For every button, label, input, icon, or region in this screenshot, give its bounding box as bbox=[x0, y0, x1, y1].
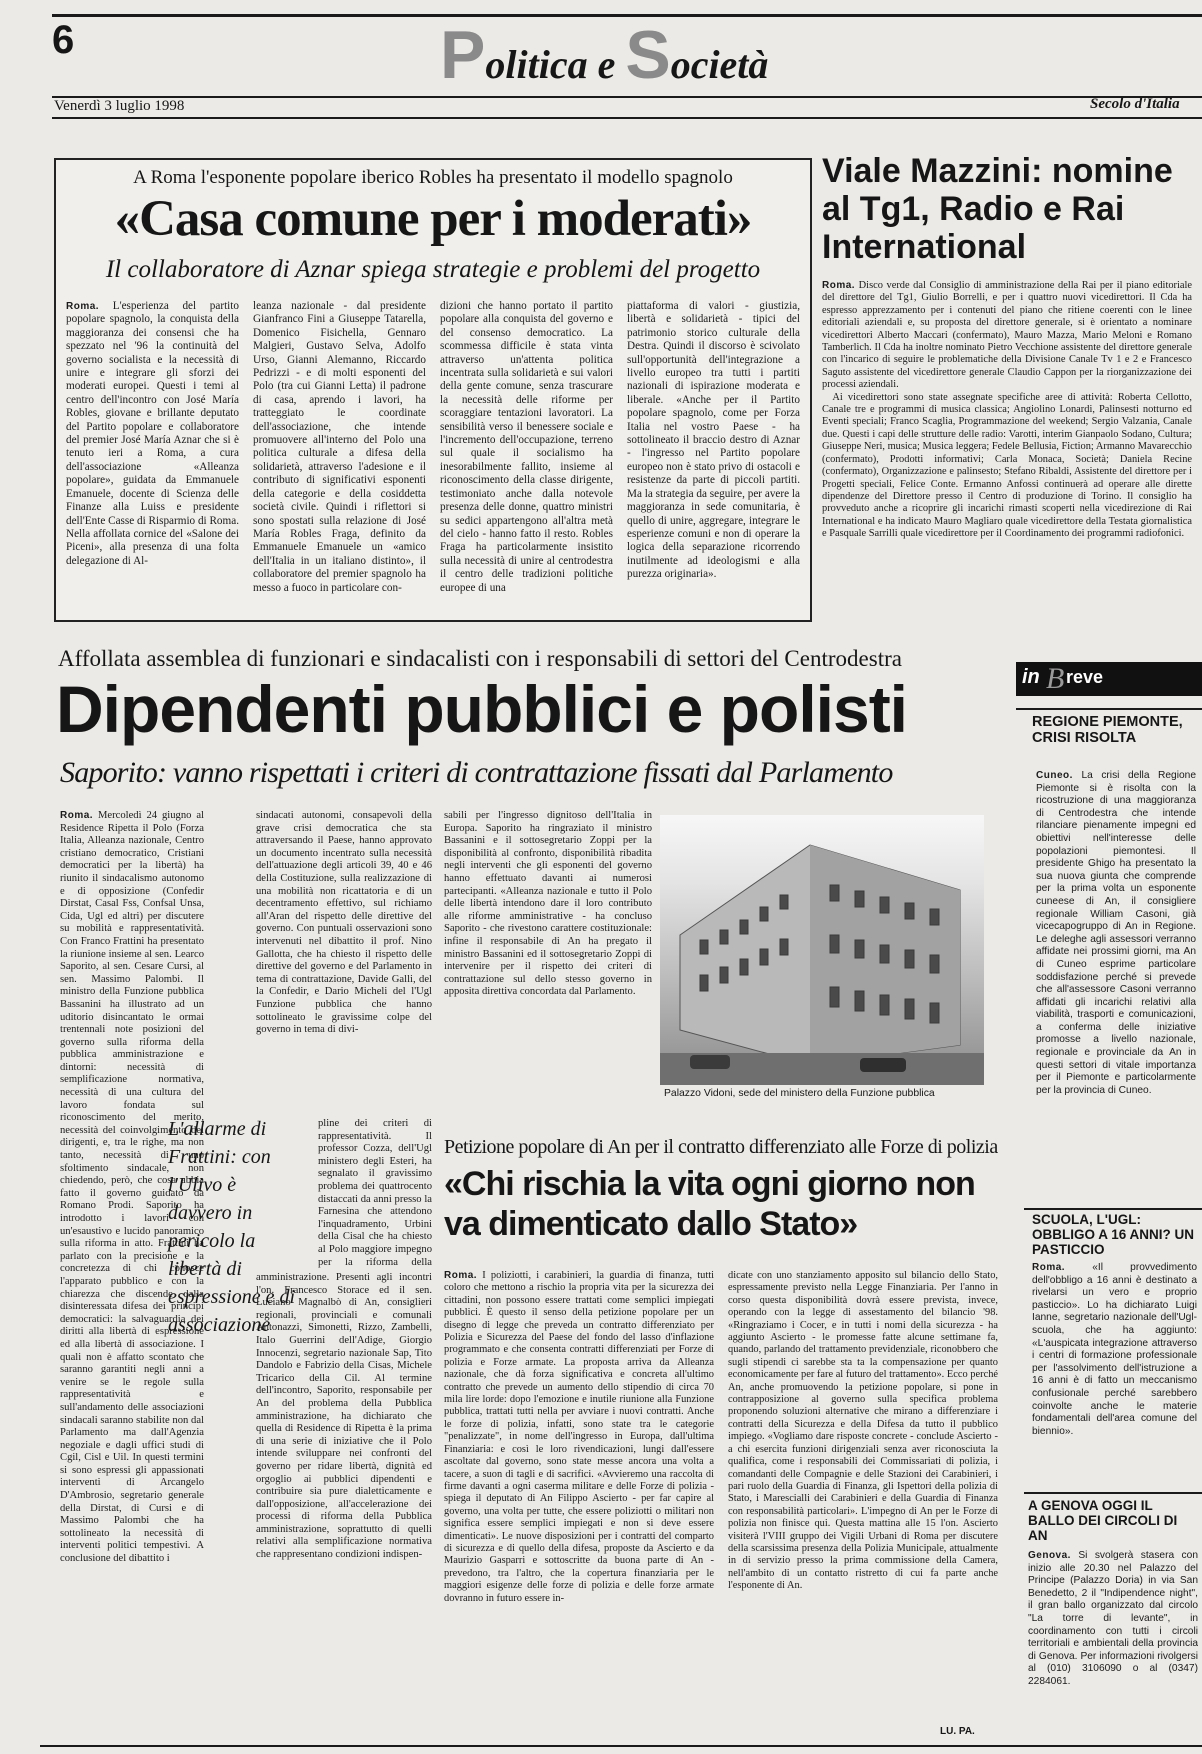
photo-caption: Palazzo Vidoni, sede del ministero della Funzione pubblica bbox=[664, 1088, 935, 1099]
polizia-headline: «Chi rischia la vita ogni giorno non va dimenticato dallo Stato» bbox=[444, 1165, 975, 1243]
section-word-2: ocietà bbox=[670, 42, 769, 87]
robles-col-1-text: L'esperienza del partito popolare spagnolo, la conquista della maggioranza dei consensi che ha spezzato nel '96 la continuità del governo socialista e la necessità di unire e integrare gli sforzi dei moderati europei. Questi i temi al centro dell'incontro con José María Robles, giovane e brillante deputato del Partito popolare e collaboratore del premier José María Aznar che si è tenuto ieri a Roma, a cura dell'associazione «Alleanza popolare», guidata da Emmanuele Emanuele, docente di Scienza delle Finanze alla Luiss e presidente dell'Ente Casse di Risparmio di Roma. Nella affollata cornice del «Salone dei Piceni», alla presenza di una folta delegazione di Al- bbox=[66, 300, 239, 567]
brevi-3-dateline: Genova. bbox=[1028, 1550, 1071, 1561]
newspaper-name: Secolo d'Italia bbox=[1090, 96, 1180, 112]
polizia-col-2: dicate con uno stanziamento apposito sul bilancio dello Stato, espressamente previsto nella Legge Finanziaria. Per l'anno in corso questa disponibilità dovrà essere prevista, invece, operando con la legge di assestamento del bilancio '98. «Ringraziamo i Cocer, e in tutti i nomi della sicurezza - ha aggiunto Ascierto - le promesse fatte alcune settimane fa, quando, parlando del trattamento previdenziale, riconobbero che sugli stipendi ci sarebbe sta ta la compensazione per quanto economicamente per fare al futuro del trattamento». Ecco perché An, anche promuovendo la petizione popolare, si pone in contrapposizione al governo sulla specifica problema proponendo soluzioni alternative che mirano a differenziare i contratti della Sicurezza e della Difesa da tutto il pubblico impiego. «Vogliamo dare risposte concrete - conclude Ascierto - a chi esercita funzioni dirigenziali senza aver riconosciuta la qualifica, come i responsabili dei Commissariati di polizia, i comandanti delle Compagnie e delle Stazioni dei Carabinieri, i pari ruolo della Guardia di Finanza, gli Ispettori della polizia di Stato, i Marescialli dei Carabinieri e della Guardia di Finanza con responsabilità particolari». L'impegno di An per le Forze di polizia non finisce qui. Questa mattina alle 15 l'on. Ascierto visiterà l'VIII gruppo dei Vigili Urbani di Roma per discutere della scarsissima presenza della Polizia Municipale, attualmente in di servizio presso la prima commissione della Camera, nell'ambito di un contatto ristretto di cui fa parte anche l'esponente di An. bbox=[728, 1270, 998, 1592]
issue-date: Venerdì 3 luglio 1998 bbox=[54, 98, 185, 114]
robles-col-2: leanza nazionale - dal presidente Gianfranco Fini a Giuseppe Tatarella, Domenico Fisichella, Gennaro Malgieri, Gustavo Selva, Adolfo Urso, Gianni Alemanno, Riccardo Pedrizzi - e di molti esponenti del Polo (tra cui Gianni Letta) il padrone di casa, aprendo i lavori, ha tratteggiato le coordinate dell'associazione, che intende promuovere all'interno del Polo una politica culturale a difesa della solidarietà, attraverso l'adesione e il contributo di significativi esponenti della categorie e della cosiddetta società civile. Quindi i riflettori si sono spostati sulla relazione di José María Robles Fraga, definito da Emmanuele Emanuele un «amico dell'Italia in un italiano distinto», il collaboratore del premier spagnolo ha messo a fuoco in particolare con- bbox=[253, 300, 426, 594]
palazzo-vidoni-photo bbox=[660, 815, 984, 1085]
rai-para-1: Disco verde dal Consiglio di amministrazione della Rai per il piano editoriale del direttore del Tg1, Giulio Borrelli, e per i quattro nuovi vicedirettori. Il Cda ha espresso apprezzamento per i contenuti del piano che ritiene coerenti con le linee editoriali aziendali e, su proposta del direttore generale, si è orientato a nominare vicedirettori Alberto Maccari (confermato), Mauro Mazza, Mario Meloni e Romano Tamberlich. Il Cda ha inoltre nominato Pietro Vecchione assistente del direttore generale con l'incarico di seguire le problematiche della Divisione Canale Tv 1 e 2 e Francesco Saguto assistente del vicedirettore generale Claudio Cappon per la riorganizzazione dei processi aziendali. bbox=[822, 280, 1192, 391]
brevi-3-text bbox=[1028, 1550, 1198, 1740]
building-illustration bbox=[660, 815, 984, 1085]
rai-headline: Viale Mazzini: nomine al Tg1, Radio e Rai International bbox=[822, 152, 1173, 266]
pull-quote: L'allarme di Frattini: con l'Ulivo è davvero in pericolo la libertà di espressione e di associazione bbox=[168, 1118, 296, 1336]
robles-kicker: A Roma l'esponente popolare iberico Robles ha presentato il modello spagnolo bbox=[133, 167, 733, 188]
section-word-1: olitica e bbox=[485, 42, 626, 87]
robles-col-4: piattaforma di valori - giustizia, libertà e solidarietà - tipici del patrimonio storico culturale della Destra. Quindi il discorso è scivolato sull'opportunità dell'integrazione a livello europeo tra tutti i partiti nazionali di ispirazione moderata e liberale. «Anche per il Partito popolare spagnolo, come per Forza Italia nel vostro Paese - ha sottolineato il braccio destro di Aznar - l'ingresso nel Partito popolare europeo non è stato privo di ostacoli e resistenze da parte di piccoli partiti. Ma la strategia da seguire, per avere la maggioranza in sede comunitaria, è quello di unire, aggregare, integrare le esperienze comuni e non di operare la logica della separazione ricorrendo inutilmente ad ideologismi e alla purezza originaria». bbox=[627, 300, 800, 581]
dipendenti-subhead: Saporito: vanno rispettati i criteri di contrattazione fissati dal Parlamento bbox=[60, 756, 893, 789]
brevi-3-title: A GENOVA OGGI IL BALLO DEI CIRCOLI DI AN bbox=[1028, 1498, 1178, 1543]
date-rule-top bbox=[52, 96, 1202, 98]
rai-para-2: Ai vicedirettori sono state assegnate specifiche aree di attività: Roberta Cellotto, Canale tre e programmi di musica classica; Angiolino Lonardi, Palinsesti notturno ed Eventi speciali; Franco Scaglia, Programmazione del weekend; Sergio Valzania, Canale due. Questi i capi delle strutture delle radio: Varotti, interim Gianpaolo Sodano, Cultura; Giuseppe Neri, musica; Musica leggera; Fedele Bellusia, Fiction; Armanno Mavarecchio (confermato), Prodotti informativi; Carla Monaca, Società; Daniela Recine (confermato), Organizzazione e palinsesto; Stefano Ribaldi, Assistente del direttore per i Progetti speciali, Felice Conte. Ermanno Anfossi continuerà ad operare alle dirette dipendenze del Direttore presso il Centro di produzione di Torino. Il consiglio ha provveduto anche a ricoprire gli incarichi rimasti scoperti nella vicedirezione di Rai International e ha indicato Mauro Magliaro quale vicedirettore della Testata giornalistica e Pasquale Sarrilli quale vicedirettore per il Coordinamento dei programmi radiofonici. bbox=[822, 391, 1192, 540]
article-robles bbox=[54, 158, 812, 622]
robles-subhead: Il collaboratore di Aznar spiega strategie e problemi del progetto bbox=[105, 256, 761, 283]
dipendenti-col-2a: sindacati autonomi, consapevoli della grave crisi democratica che sta attraversando il Paese, hanno approvato un documento incentrato sulla necessità dell'attuazione degli articoli 39, 40 e 46 della Costituzione, sulla realizzazione di una mobilità non ricattatoria e di un decentramento effettivo, sul richiamo all'Aran del rispetto delle direttive del governo. Con puntuali osservazioni sono intervenuti nel dibattito il prof. Nino Gallotta, che ha chiesto il rispetto delle direttive del governo e del Parlamento in tema di contrattazione, Davide Galli, del la Confedir, e Dario Micheli del l'Ugl Funzione pubblica che hanno sottolineato le gravissime colpe del governo in tema di divi- bbox=[256, 810, 432, 1036]
robles-headline: «Casa comune per i moderati» bbox=[114, 191, 752, 247]
brevi-rule-1 bbox=[1016, 708, 1202, 710]
brevi-rule-3 bbox=[1024, 1492, 1202, 1494]
polizia-dateline: Roma. bbox=[444, 1270, 478, 1281]
brevi-1-body: La crisi della Regione Piemonte si è risolta con la ricostruzione di una maggioranza di Centrodestra che intende rilanciare pienamente impegni ed obiettivi nell'interesse delle popolazioni piemontesi. Il presidente Ghigo ha presentato la sua nuova giunta che comprende per la prima volta un esponente cuneese di An, il consigliere regionale William Casoni, già vicecapogruppo di An in Regione. Le deleghe agli assessori verranno affidate nei prossimi giorni, ma An di Cuneo esprime particolare soddisfazione perché si prevede che all'assessore Casoni verranno affidati gli incarichi relativi alla viabilità, trasporti e comunicazioni, a conferma delle iniziative promosse a livello nazionale, regionale e provinciale da An in questi settori di vitale importanza per il Piemonte e particolarmente per la provincia di Cuneo. bbox=[1036, 770, 1196, 1096]
polizia-signature: LU. PA. bbox=[940, 1726, 975, 1737]
brevi-2-body: «Il provvedimento dell'obbligo a 16 anni è destinato a rivelarsi un vero e proprio pasticcio». Lo ha dichiarato Luigi Ianne, segretario nazionale dell'Ugl-scuola, che ha aggiunto: «L'auspicata integrazione attraverso i centri di formazione professionale per l'assolvimento dell'istruzione a 16 anni è di fatto un meccanismo confusionale perché sarebbero coinvolte anche le materie fondamentali dell'area comune del biennio». bbox=[1032, 1262, 1197, 1437]
robles-dateline: Roma. bbox=[66, 301, 100, 312]
brevi-3-body: Si svolgerà stasera con inizio alle 20.30 nel Palazzo del Principe (Palazzo Doria) in via San Benedetto, 2 il "Indipendence night", il gran ballo organizzato dal circolo "La torre di levante", in coordinamento con tutti i circoli territoriali e ambientali della provincia di Genova. Per informazioni rivolgersi al (010) 3106090 o al (0347) 2284061. bbox=[1028, 1550, 1198, 1687]
page-number: 6 bbox=[52, 18, 75, 62]
polizia-col-1-text: I poliziotti, i carabinieri, la guardia di finanza, tutti coloro che mettono a rischio la propria vita per la sicurezza dei cittadini, non possono essere trattati come semplici impiegati pubblici. È questo il senso della petizione popolare per un disegno di legge che preveda un contratto differenziato per Polizia e Sicurezza del Paese del fondo del lasso d'inflazione programmato e che consenta contratti differenziati per Forze di polizia e Forze armate. La proposta arriva da Alleanza nazionale, che dà forza significativa e concreta all'ultimo contratto che prevede un aumento dello stipendio di circa 70 mila lire lorde: dopo l'emozione e inutile riunione alla Funzione pubblica, trattati tutti nella per avviare i nuovi contratti. Anche le forze di polizia, infatti, sono state tra le categorie "penalizzate", in nome dell'ingresso in Europa, dall'ultima Finanziaria: e così le loro rivendicazioni, lungi dall'essere ascoltate dal governo, sono state messe ancora una volta a tacere, a suon di tagli e di sacrifici. «Avvieremo una raccolta di firme davanti a ogni caserma militare e delle Forze di polizia - spiega il deputato di An Filippo Ascierto - per far capire al governo, una volta per tutte, che essere poliziotti o militari non significa essere semplici impiegati e non si deve essere dimenticati». Le nuove disposizioni per i contratti del comparto di sicurezza e di quello della difesa, proposte da Ascierto e da Maurizio Gasparri e sottoscritte da buona parte di An - prevedono, tra l'altro, che la copertura finanziaria per le maggiori esigenze delle forze di polizia e delle forze armate dovranno in futuro essere in- bbox=[444, 1270, 714, 1604]
rai-body bbox=[822, 280, 1192, 625]
section-cap-p: P bbox=[440, 17, 486, 93]
brevi-2-dateline: Roma. bbox=[1032, 1262, 1066, 1273]
polizia-kicker: Petizione popolare di An per il contratto differenziato alle Forze di polizia bbox=[444, 1136, 998, 1158]
rai-dateline: Roma. bbox=[822, 280, 856, 291]
in-breve-rest: reve bbox=[1066, 667, 1104, 687]
brevi-1-title: REGIONE PIEMONTE, CRISI RISOLTA bbox=[1032, 714, 1183, 746]
dipendenti-col-3: sabili per l'ingresso dignitoso dell'Italia in Europa. Saporito ha ringraziato il ministro Bassanini e il sottosegretario Zoppi per la disponibilità al confronto, disponibilità ribadita negli interventi che gli esponenti del governo hanno effettuato davanti ai numerosi partecipanti. «Alleanza nazionale e tutto il Polo delle libertà intendono dare il loro contributo alle riforme amministrative - ha concluso Saporito - che rivestono carattere costituzionale: infine il responsabile di An ha pregato il ministro Bassanini ed il sottosegretario Zoppi di intervenire per il rispetto dei criteri di contrattazione sul dello stesso governo in apposita direttiva concordata dal Parlamento. bbox=[444, 810, 652, 998]
robles-col-1 bbox=[66, 300, 239, 612]
dipendenti-headline: Dipendenti pubblici e polisti bbox=[56, 672, 908, 746]
in-breve-header bbox=[1016, 662, 1202, 696]
bottom-rule bbox=[40, 1745, 1202, 1747]
polizia-col-1 bbox=[444, 1270, 714, 1740]
dipendenti-col-2b: pline dei criteri di rappresentatività. Il professor Cozza, dell'Ugl ministero degli Esteri, ha segnalato il gravissimo problema dei quattrocento distaccati da anni presso la Farnesina che attendono l'inquadramento, Urbini della Cisal che ha chiesto al Polo maggiore impegno per la riforma della bbox=[318, 1118, 432, 1268]
brevi-2-title: SCUOLA, L'UGL: OBBLIGO A 16 ANNI? UN PASTICCIO bbox=[1032, 1212, 1195, 1257]
robles-body bbox=[66, 300, 800, 612]
dipendenti-col-2c: amministrazione. Presenti agli incontri l'on. Francesco Storace ed il sen. Luciano Magnalbò di An, consiglieri regionali, provinciali e comunali Antonazzi, Simonetti, Rizzo, Zambelli, Italo Guerrini dell'Adige, Giorgio Innocenzi, segretario nazionale Sap, Tito Dandolo e Fabrizio della Cisas, Michele Tricarico della Cil. Al termine dell'incontro, Saporito, responsabile per An del problema della Pubblica amministrazione, ha dichiarato che quella di Residence di Ripetta è la prima di una serie di iniziative che il Polo intende sviluppare nei confronti del governo per ridare libertà, dignità ed orgoglio ai pubblici dipendenti e contribuire sia pure dialetticamente e dall'opposizione, all'accelerazione dei processi di riforma della Pubblica amministrazione, soprattutto di quelli relativi alla semplificazione normativa che rappresentano condizioni indispen- bbox=[256, 1272, 432, 1561]
dipendenti-dateline: Roma. bbox=[60, 810, 94, 821]
dipendenti-col-1-text: Mercoledì 24 giugno al Residence Ripetta il Polo (Forza Italia, Alleanza nazionale, Centro cristiano democratico, Cristiani democratici per la libertà) ha riunito il sindacalismo autonomo e di opposizione (Confedir Dirstat, Casal Fss, Confsal Unsa, Cida, Ugl ed altri) per discutere su mobilità e rappresentatività. Con Franco Frattini ha presentato la riunione insieme al sen. Learco Saporito, al sen. Cesare Cursi, al sen. Massimo Palombi. Il ministro della Funzione pubblica Bassanini ha illustrato ad un uditorio disincantato le ormai trentennali note posizioni del governo sulla riforma della pubblica amministrazione e dintorni: necessità di semplificazione normativa, necessità di una cultura del lavoro fondata sul riconoscimento del merito, necessità del coinvolgimento dei dirigenti, e, tra le righe, ma non tanto, necessità di uno sfoltimento sindacale, non chiedendo, però, che cosa abbia fatto il governo guidato da Romano Prodi. Saporito ha introdotto i lavori con un'esaustivo e lucido panoramico sulla riforma in atto. Frattini ha parlato con la precisione e la concretezza di chi conosce l'apparato pubblico e con la chiarezza che discende dalla disinteressata difesa dei principi democratici: la salvaguardia dei diritti alla libertà di espressione ed alla libertà di associazione. I quali non è affatto scontato che saranno garantiti negli anni a venire se le regole sulla rappresentatività e sull'andamento delle associazioni sindacali saranno stabilite non dal Parlamento ma dall'Agenzia negoziale e dagli uffici studi di Cgil, Cisl e Uil. In questi termini si sono espressi gli appassionati interventi di Arcangelo D'Ambrosio, segretario generale della Dirstat, di Cursi e di Massimo Palombi che ha sottolineato la necessità di interventi politici tempestivi. A conclusione del dibattito i bbox=[60, 810, 204, 1565]
date-rule-bottom bbox=[52, 117, 1202, 119]
dipendenti-kicker: Affollata assemblea di funzionari e sindacalisti con i responsabili di settori del Centrodestra bbox=[58, 646, 902, 671]
section-title bbox=[440, 17, 769, 93]
robles-col-3: dizioni che hanno portato il partito popolare alla conquista del governo e del consenso democratico. La scommessa difficile è stata vinta attraverso un'attenta politica incentrata sulla solidarietà e sui valori della gente comune, senza trascurare la necessità delle riforme per scoraggiare tentazioni lavoratori. La sensibilità verso il benessere sociale e l'incremento dell'occupazione, terreno sul quale il socialismo ha inesorabilmente fallito, insieme al riconoscimento della classe dirigente, testimoniato anche dalla notevole presenza delle donne, quattro ministri su sedici appartengono all'altra metà del cielo - hanno fatto il resto. Robles Fraga ha particolarmente insistito sulla necessità di unire al centrodestra il centro delle tradizioni politiche europee di una bbox=[440, 300, 613, 594]
in-breve-prefix: in bbox=[1022, 666, 1040, 688]
brevi-1-text bbox=[1036, 770, 1196, 1200]
brevi-rule-2 bbox=[1024, 1208, 1202, 1210]
article-rai bbox=[822, 152, 1192, 622]
section-cap-s: S bbox=[625, 17, 671, 93]
in-breve-cap: B bbox=[1046, 662, 1065, 695]
brevi-2-text bbox=[1032, 1262, 1197, 1482]
brevi-1-dateline: Cuneo. bbox=[1036, 770, 1073, 781]
